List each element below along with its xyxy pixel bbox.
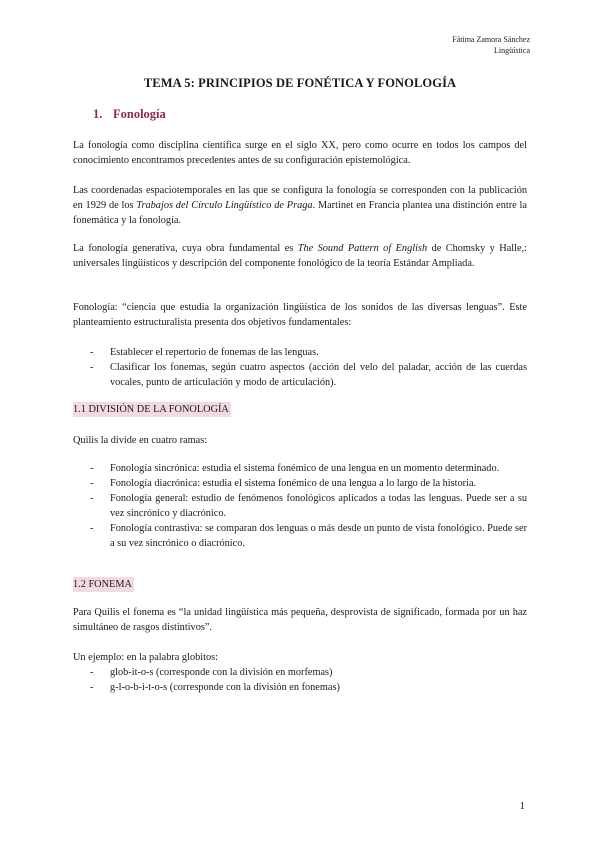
section-number: 1. (93, 107, 103, 121)
list-item: - Fonología general: estudio de fenómenos fonológicos aplicados a todas las lenguas. Puede ser a su vez sincrónico y diacrónico. (73, 491, 527, 521)
list-item: - Clasificar los fonemas, según cuatro aspectos (acción del velo del paladar, acción de las cuerdas vocales, punto de articulación y modo de articulación). (73, 360, 527, 390)
paragraph-ejemplo-intro: Un ejemplo: en la palabra globitos: (73, 652, 218, 663)
paragraph-praga (73, 183, 527, 228)
section-heading-division: 1.1 DIVISIÓN DE LA FONOLOGÍA (73, 404, 229, 415)
objectives-list (73, 345, 527, 390)
section-heading-fonologia (93, 107, 166, 122)
paragraph-generativa-text-a: La fonología generativa, cuya obra fundamental es (73, 243, 298, 254)
paragraph-generativa (73, 241, 527, 271)
paragraph-praga-text-a: Las coordenadas espaciotemporales en las que se configura la fonología se corresponden con la publicación en 1929 de los (73, 185, 527, 211)
paragraph-ramas-intro: Quilis la divide en cuatro ramas: (73, 435, 208, 446)
list-item: - g-l-o-b-i-t-o-s (corresponde con la división en fonemas) (73, 680, 527, 695)
paragraph-praga-text-b: . Martinet en Francia plantea una distinción entre la fonemática y la fonología. (73, 200, 527, 226)
list-item: - glob-it-o-s (corresponde con la división en morfemas) (73, 665, 527, 680)
section-heading-fonema: 1.2 FONEMA (73, 579, 132, 590)
examples-list (73, 665, 527, 695)
paragraph-praga-work-title: Trabajos del Círculo Lingüístico de Praga (136, 200, 313, 211)
page-header (452, 34, 530, 56)
section-title: Fonología (113, 107, 166, 121)
branches-list (73, 461, 527, 551)
paragraph-generativa-text-b: de Chomsky y Halle,: universales lingüísticos y descripción del componente fonológico de la teoría Estándar Ampliada. (73, 243, 528, 269)
document-title: TEMA 5: PRINCIPIOS DE FONÉTICA Y FONOLOGÍA (143, 76, 457, 90)
paragraph-generativa-work-title: The Sound Pattern of English (297, 243, 428, 254)
paragraph-intro: La fonología como disciplina científica surge en el siglo XX, pero como ocurre en todos los campos del conocimiento encontramos precedentes antes de su configuración epistemológica. (73, 140, 527, 166)
header-author: Fátima Zamora Sánchez (452, 35, 530, 44)
paragraph-definicion: Fonología: “ciencia que estudia la organización lingüística de los sonidos de las diversas lenguas”. Este planteamiento estructuralista presenta dos objetivos fundamentales: (73, 302, 527, 328)
page-number: 1 (519, 800, 525, 812)
list-item: - Fonología diacrónica: estudia el sistema fonémico de una lengua a lo largo de la historia. (73, 476, 527, 491)
list-item: - Establecer el repertorio de fonemas de las lenguas. (73, 345, 527, 360)
paragraph-fonema-definicion: Para Quilis el fonema es “la unidad lingüística más pequeña, desprovista de significado, formada por un haz simultáneo de rasgos distintivos”. (73, 607, 527, 633)
list-item: - Fonología sincrónica: estudia el sistema fonémico de una lengua en un momento determinado. (73, 461, 527, 476)
list-item: - Fonología contrastiva: se comparan dos lenguas o más desde un punto de vista fonológico. Puede ser a su vez sincrónico o diacrónico. (73, 521, 527, 551)
header-subject: Lingüística (494, 46, 530, 55)
